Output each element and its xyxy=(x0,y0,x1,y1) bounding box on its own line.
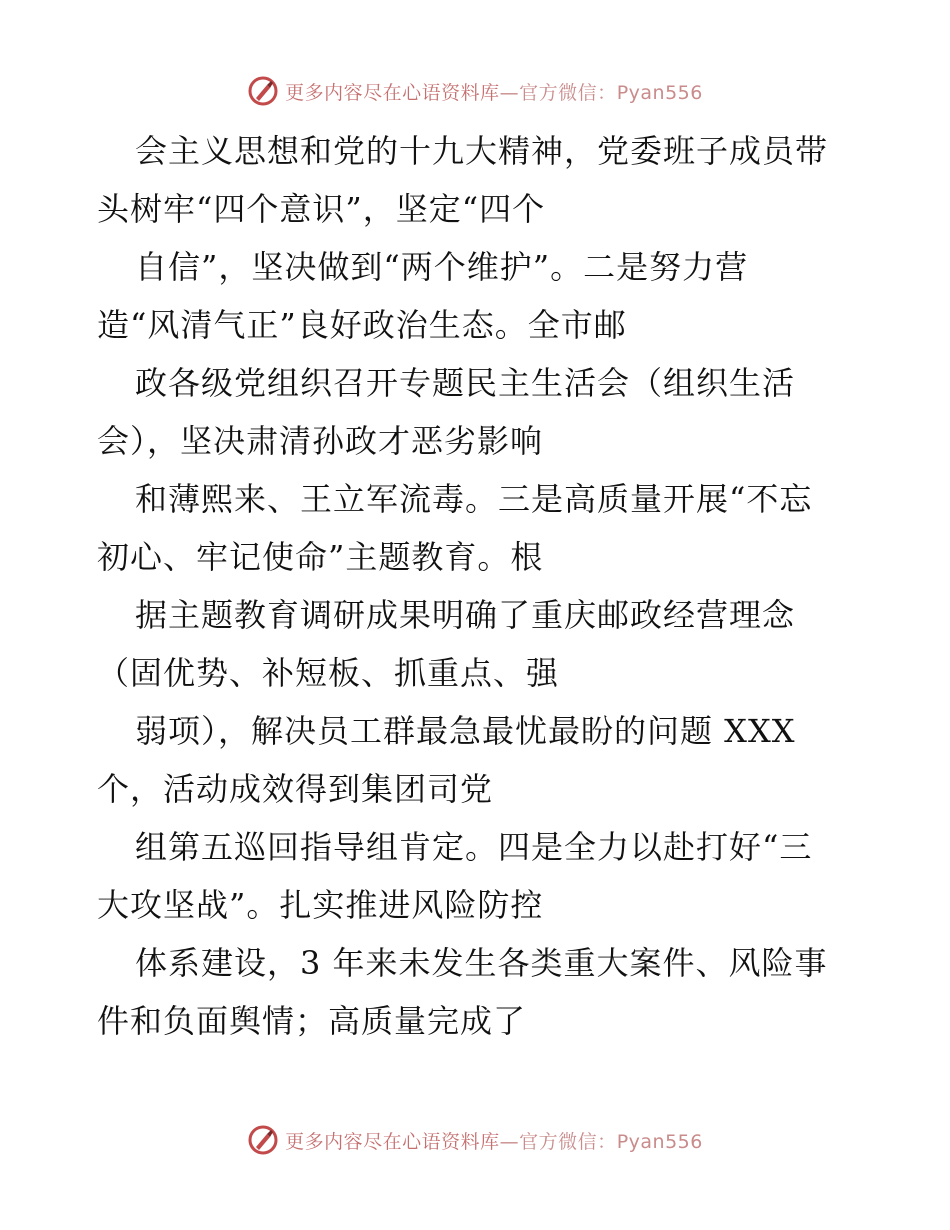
text-line: 体系建设，3 年来未发生各类重大案件、风险事 xyxy=(135,944,828,982)
watermark-text xyxy=(285,78,703,105)
header-watermark xyxy=(0,71,950,111)
pen-logo-icon xyxy=(247,75,279,107)
text-line: 组第五巡回指导组肯定。四是全力以赴打好“三 xyxy=(135,828,813,866)
text-line: 会主义思想和党的十九大精神，党委班子成员带 xyxy=(135,132,829,170)
text-line: 政各级党组织召开专题民主生活会（组织生活 xyxy=(135,364,796,402)
watermark-dash: — xyxy=(499,81,520,104)
watermark-brand: 更多内容尽在心语资料库 xyxy=(285,1130,500,1153)
text-line: 弱项），解决员工群最急最忧最盼的问题 XXX xyxy=(135,712,796,750)
footer-watermark xyxy=(0,1120,950,1160)
watermark-account: Pyan556 xyxy=(616,1130,703,1153)
watermark-text xyxy=(285,1127,703,1154)
text-line: 和薄熙来、王立军流毒。三是高质量开展“不忘 xyxy=(135,480,813,518)
text-line: 自信”，坚决做到“两个维护”。二是努力营 xyxy=(135,248,749,286)
watermark-label: 官方微信： xyxy=(519,81,617,104)
watermark-account: Pyan556 xyxy=(616,81,703,104)
watermark-brand: 更多内容尽在心语资料库 xyxy=(285,81,500,104)
text-line: 初心、牢记使命”主题教育。根 xyxy=(97,538,544,576)
watermark-label: 官方微信： xyxy=(519,1130,617,1153)
text-line: （固优势、补短板、抓重点、强 xyxy=(97,654,560,692)
document-body xyxy=(97,122,857,1050)
text-line: 据主题教育调研成果明确了重庆邮政经营理念 xyxy=(135,596,796,634)
text-line: 大攻坚战”。扎实推进风险防控 xyxy=(97,886,544,924)
pen-logo-icon xyxy=(247,1124,279,1156)
text-line: 个，活动成效得到集团司党 xyxy=(97,770,494,808)
text-line: 造“风清气正”良好政治生态。全市邮 xyxy=(97,306,627,344)
text-line: 件和负面舆情；高质量完成了 xyxy=(97,1002,527,1040)
text-line: 头树牢“四个意识”，坚定“四个 xyxy=(97,190,546,228)
watermark-dash: — xyxy=(499,1130,520,1153)
text-line: 会），坚决肃清孙政才恶劣影响 xyxy=(97,422,544,460)
